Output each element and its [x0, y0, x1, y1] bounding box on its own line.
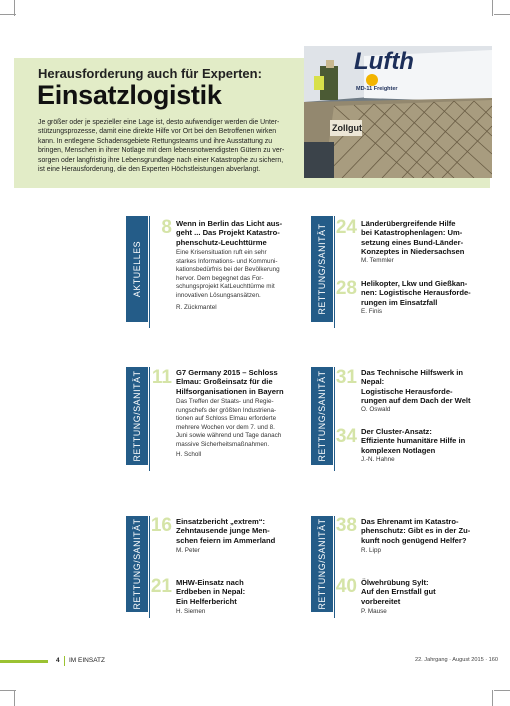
- footer-issue-info: 22. Jahrgang · August 2015 · 160: [414, 657, 498, 663]
- page-number: 21: [150, 576, 172, 597]
- entry-title: Der Cluster-Ansatz: Effiziente humanitäre Hilfe in komplexen Notlagen: [361, 427, 466, 455]
- page-number: 34: [335, 426, 357, 447]
- footer-accent-bar: [0, 660, 48, 663]
- section-label: AKTUELLES: [132, 240, 142, 298]
- entry-title: Ölwehrübung Sylt: Auf den Ernstfall gut vorbereitet: [361, 578, 436, 606]
- crop-mark: [0, 690, 16, 691]
- entry-title: G7 Germany 2015 – Schloss Elmau: Großeinsatz für die Hilfsorganisationen in Bayern: [176, 368, 284, 396]
- footer-separator: [64, 656, 65, 666]
- intro-line: stützungsprozesse, damit eine direkte Hilfe vor Ort bei den Betroffenen wirken: [38, 128, 277, 136]
- entry-author: H. Siemen: [176, 608, 206, 615]
- entry-title: Wenn in Berlin das Licht aus- geht ... Das Projekt Katastro- phenschutz-Leuchttürme: [176, 219, 283, 247]
- entry-author: H. Scholl: [176, 451, 202, 458]
- cargo-label: Zollgut: [332, 123, 362, 133]
- entry-author: E. Finis: [361, 308, 382, 315]
- entry-body: Das Treffen der Staats- und Regie- rungschefs der größten Industriena- tionen auf Schloss Elmau erforderte mehrere Wochen vor dem 7. und 8. Juni sowie während und Tage danach massive Sicherheitsmaßnahmen.: [176, 398, 282, 448]
- intro-line: ist eine Herausforderung, die den Experten Höchstleistungen abverlangt.: [38, 166, 261, 174]
- crop-mark: [0, 14, 16, 15]
- page-number: 24: [335, 217, 357, 238]
- entry-title: MHW-Einsatz nach Erdbeben in Nepal: Ein Helferbericht: [176, 578, 246, 606]
- crop-mark: [14, 690, 15, 706]
- intro-line: bringen, Menschen in ihrer Notlage mit dem lebensnotwendigsten Gütern zu ver-: [38, 147, 285, 155]
- crop-mark: [492, 690, 493, 706]
- footer-page-number: 4: [56, 657, 60, 664]
- plane-label: MD-11 Freighter: [356, 86, 398, 92]
- crop-mark: [492, 0, 493, 16]
- entry-body: Eine Krisensituation ruft ein sehr starkes Informations- und Kommuni- kationsbedürfnis bei der Bevölkerung hervor. Dem begegnet das For- schungsprojekt KatLeuchttürme mit innovativen Lösungsansätzen.: [176, 249, 280, 299]
- entry-title: Länderübergreifende Hilfe bei Katastrophenlagen: Um- setzung eines Bund-Länder- Konzeptes in Niedersachsen: [361, 219, 465, 256]
- crop-mark: [494, 14, 510, 15]
- entry-author: M. Temmler: [361, 257, 394, 264]
- entry-title: Helikopter, Lkw und Gießkan- nen: Logistische Herausforde- rungen im Einsatzfall: [361, 279, 471, 307]
- intro-text: [38, 118, 304, 174]
- entry-title: Einsatzbericht „extrem“: Zehntausende junge Men- schen feiern im Ammerland: [176, 517, 276, 545]
- section-label: RETTUNG/SANITÄT: [132, 518, 142, 610]
- entry-author: P. Mause: [361, 608, 387, 615]
- entry-author: O. Oswald: [361, 406, 391, 413]
- crop-mark: [494, 690, 510, 691]
- entry-author: J.-N. Hahne: [361, 456, 395, 463]
- entry-title: Das Ehrenamt im Katastro- phenschutz: Gibt es in der Zu- kunft noch genügend Helfer?: [361, 517, 471, 545]
- page-number: 40: [335, 576, 357, 597]
- entry-author: M. Peter: [176, 547, 200, 554]
- page-number: 31: [335, 367, 357, 388]
- kicker: Herausforderung auch für Experten:: [38, 66, 262, 81]
- entry-author: R. Zückmantel: [176, 304, 217, 311]
- page-number: 11: [151, 367, 172, 388]
- page-title: Einsatzlogistik: [37, 80, 222, 110]
- cargo-photo: [304, 46, 492, 178]
- section-label: RETTUNG/SANITÄT: [132, 370, 142, 462]
- section-label: RETTUNG/SANITÄT: [317, 370, 327, 462]
- footer-magazine-name: IM EINSATZ: [69, 657, 105, 664]
- page-number: 16: [150, 515, 172, 536]
- intro-line: kann. In entlegene Schadensgebiete Rettungsteams und ihre Ausstattung zu: [38, 137, 273, 145]
- airline-logo-text: Lufth: [354, 48, 414, 75]
- section-label: RETTUNG/SANITÄT: [317, 518, 327, 610]
- page-number: 38: [335, 515, 357, 536]
- page-number: 8: [161, 217, 172, 238]
- intro-line: sorgen oder langfristig ihre Lebensgrundlage nach einer Katastrophe zu sichern,: [38, 156, 284, 164]
- section-label: RETTUNG/SANITÄT: [317, 223, 327, 315]
- intro-line: Je größer oder je spezieller eine Lage ist, desto aufwendiger werden die Unter-: [38, 119, 280, 126]
- entry-title: Das Technische Hilfswerk in Nepal: Logistische Herausforde- rungen auf dem Dach der Welt: [361, 368, 471, 405]
- page-number: 28: [335, 278, 357, 299]
- entry-author: R. Lipp: [361, 547, 381, 554]
